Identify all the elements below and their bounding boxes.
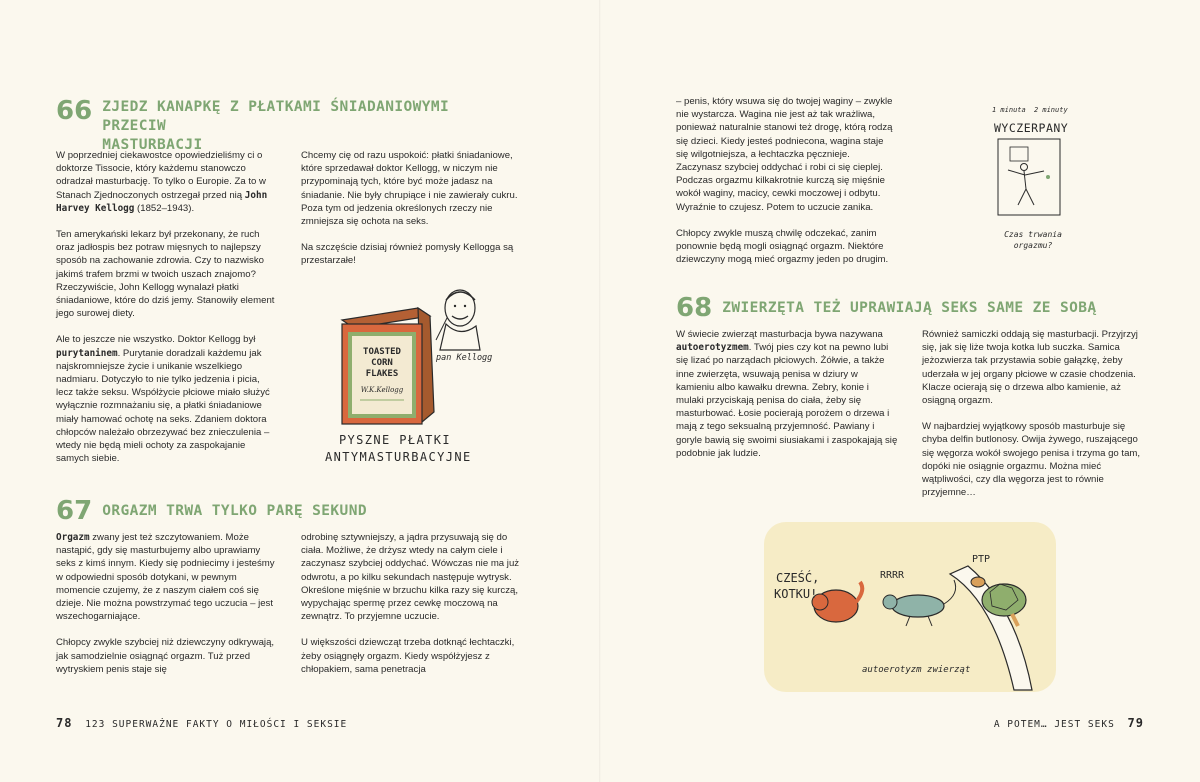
section-67-column-2	[301, 531, 523, 689]
box-text-corn: CORN	[371, 358, 393, 368]
cat-greeting-line2: KOTKU!	[774, 587, 818, 601]
section-68-number: 68	[676, 293, 713, 323]
lying-figure-icon	[1008, 164, 1044, 206]
text: . Purytanie doradzali każdemu jak najskromniejsze życie i unikanie wszelkiego nadmiaru. Dotyczyło to nie tylko jedzenia i picia, lecz także seksu. Współżycie płciowe miało służyć wyłącznie rozmnażaniu się, a płatki śniadaniowe miały hamować ochotę na seks. Zdaniem doktora chłopców należało obrzezywać bez znieczulenia – wtedy nie będą mieli ochoty za zaspokajanie samych siebie.	[56, 347, 270, 465]
box-signature: W.K.Kellogg	[360, 386, 404, 394]
ptp-sound: PTP	[972, 554, 991, 565]
doodle-caption	[1004, 229, 1062, 251]
exhausted-figure-illustration	[996, 137, 1062, 219]
text: zwany jest też szczytowaniem. Może nastąpić, gdy się masturbujemy albo uprawiamy seks z kimś innym. Kiedy się podniecimy i jesteśmy w odpowiedni sposób dotykani, w pewnym momencie czujemy, że z naszym ciałem coś się dzieje. Nie można powstrzymać tego uczucia – jest wszechogarniające.	[56, 532, 275, 623]
text: W świecie zwierząt masturbacja bywa nazywana	[676, 329, 883, 340]
section-67-column-1	[56, 531, 278, 689]
left-footer	[56, 716, 347, 730]
section-68-column-2	[922, 328, 1144, 512]
bold-term: autoerotyzmem	[676, 342, 749, 354]
paragraph: – penis, który wsuwa się do twojej waginy – zwykle nie wystarcza. Wagina nie jest aż tak wrażliwa, ponieważ naturalnie stanowi też drogę, którą rodzą się dzieci. Kiedy jesteś podniecona, wagina staje się wilgotniejsza, a łechtaczka pęcznieje. Zaczynasz szybciej oddychać i robi ci się cieplej. Podczas orgazmu kilkakrotnie kurczą się mięśnie wokół waginy, macicy, cewki moczowej i odbytu. Wyraźnie to czujesz. Potem to uczucie zanika.	[676, 96, 893, 213]
left-page-number: 78	[56, 716, 73, 730]
animals-caption: autoerotyzm zwierząt	[862, 665, 971, 675]
caption-line2: ANTYMASTURBACYJNE	[325, 450, 472, 464]
doodle-picture	[1010, 147, 1028, 161]
caption-line1: PYSZNE PŁATKI	[338, 433, 452, 447]
right-footer-title: A POTEM… JEST SEKS	[993, 719, 1115, 730]
paragraph: Chłopcy zwykle szybciej niż dziewczyny odkrywają, jak samodzielnie osiągnąć orgazm. Tuż przed wytryskiem penis staje się	[56, 637, 275, 675]
doodle-timeline	[992, 106, 1068, 114]
animal-grey-icon	[883, 580, 956, 626]
bold-term: John Harvey Kellogg	[56, 189, 268, 214]
box-text-flakes: FLAKES	[365, 369, 399, 379]
doodle-caption-line1: Czas trwania	[1004, 230, 1062, 239]
doodle-minute-1: 1 minuta	[992, 106, 1026, 114]
section-66-title-line2: MASTURBACJI	[102, 137, 203, 153]
pan-kellogg-label: pan Kellogg	[436, 353, 493, 363]
doodle-title: WYCZERPANY	[994, 121, 1069, 135]
section-67-number: 67	[56, 496, 93, 526]
section-68-heading	[676, 295, 1136, 321]
section-68-title: ZWIERZĘTA TEŻ UPRAWIAJĄ SEKS SAME ZE SOBĄ	[722, 300, 1097, 316]
paragraph: Na szczęście dzisiaj również pomysły Kellogga są przestarzałe!	[301, 242, 514, 267]
paragraph: Chcemy cię od razu uspokoić: płatki śniadaniowe, które sprzedawał doktor Kellogg, w niczym nie przypominają tych, które być może jadasz na śniadanie. Nie były chrupiące i nie zawierały cukru. Poza tym od jedzenia określonych rzeczy nie zmniejsza się ochota na seks.	[301, 150, 518, 228]
animals-illustration	[764, 522, 1056, 692]
section-66-title-line1: ZJEDZ KANAPKĘ Z PŁATKAMI ŚNIADANIOWYMI PRZECIW	[102, 99, 450, 134]
text: . Twój pies czy kot na pewno lubi się lizać po narządach płciowych. Żółwie, a także inne zwierzęta, wsuwają penisa w dziury w kamieniu albo kawałku drewna. Zebry, konie i mulaki przyciskają penisa do ciała, żeby się masturbować. Łosie pocierają porożem o drzewa i mają z tego seksualną przyjemność. Pawiany i goryle bawią się swoimi siusiakami i zaspokajają się podobnie jak ludzie.	[676, 342, 898, 459]
paragraph	[56, 531, 278, 623]
paragraph: Chłopcy zwykle muszą chwilę odczekać, zanim ponownie będą mogli osiągnąć orgazm. Niektóre dziewczyny mogą mieć orgazmy jeden po drugim.	[676, 227, 889, 266]
page-gutter	[599, 0, 601, 782]
cat-greeting-line1: CZEŚĆ,	[776, 571, 820, 585]
cat-icon	[812, 582, 862, 622]
paragraph: odrobinę sztywniejszy, a jądra przysuwają się do ciała. Możliwe, że drżysz wtedy na całym ciele i zaczynasz szybciej oddychać. Wówczas nie ma już odwrotu, a po kilku sekundach następuje wytrysk. Określone mięśnie w brzuchu kilka razy się kurczą, wypychając spermę przez cewkę moczową na zewnątrz. To przyjemne uczucie.	[301, 532, 520, 623]
section-68-column-1	[676, 328, 898, 473]
section-67-title: ORGAZM TRWA TYLKO PARĘ SEKUND	[102, 503, 367, 519]
right-footer	[994, 716, 1144, 730]
text: W poprzedniej ciekawostce opowiedzieliśmy ci o doktorze Tissocie, który każdemu stanowczo odradzał masturbację. To tylko o Europie. Za to w Stanach Zjednoczonych ostrzegał przed nią	[56, 150, 266, 201]
doodle-frame	[998, 139, 1060, 215]
paragraph: U większości dziewcząt trzeba dotknąć łechtaczki, żeby osiągnęły orgazm. Kiedy współżyjesz z chłopakiem, sama penetracja	[301, 637, 515, 675]
bold-term: Orgazm	[56, 532, 90, 543]
paragraph: Również samiczki oddają się masturbacji. Przyjrzyj się, jak się liże twoja kotka lub suczka. Samica jeżozwierza tak przystawia sobie gałązkę, żeby uderzała w jej organy płciowe w czasie chodzenia. Klacze ocierają się o drzewa albo kamienie, aż osiągną orgazm.	[922, 329, 1138, 407]
box-text-toasted: TOASTED	[363, 347, 401, 357]
paragraph	[56, 333, 278, 465]
doodle-minute-2: 2 minuty	[1033, 106, 1068, 114]
rrrr-sound: RRRR	[880, 570, 905, 581]
doodle-caption-line2: orgazmu?	[1013, 241, 1053, 250]
paragraph	[56, 149, 278, 215]
paragraph	[676, 328, 898, 460]
bold-term: purytaninem	[56, 347, 118, 359]
paragraph: Ten amerykański lekarz był przekonany, że ruch oraz jadłospis bez potraw mięsnych to najlepszy sposób na zachowanie zdrowia. Czy to nazwisko jakimś trafem brzmi w twoich uszach znajomo? Rzeczywiście, John Kellogg wynalazł płatki śniadaniowe, które do dziś jemy. Stanowiły element jego surowej diety.	[56, 229, 275, 320]
doodle-dot	[1046, 175, 1050, 179]
cornflakes-caption	[325, 432, 472, 466]
text: Ale to jeszcze nie wszystko. Doktor Kellogg był	[56, 334, 256, 346]
section-66-heading	[56, 98, 486, 155]
section-66-column-2	[301, 149, 523, 281]
section-66-column-1	[56, 149, 278, 478]
text: (1852–1943).	[134, 202, 195, 214]
section-67-column-3	[676, 95, 898, 279]
paragraph: W najbardziej wyjątkowy sposób masturbuje się chyba delfin butlonosy. Owija żywego, ruszającego się węgorza wokół swojego penisa i trzyma go tam, dopóki nie osiągnie orgazmu. Można mieć wątpliwości, czy dla węgorza jest to równie przyjemne…	[922, 421, 1141, 499]
section-67-heading	[56, 498, 486, 524]
right-page-number: 79	[1127, 716, 1144, 730]
left-footer-title: 123 SUPERWAŻNE FAKTY O MIŁOŚCI I SEKSIE	[85, 719, 348, 730]
section-66-number: 66	[56, 96, 93, 126]
